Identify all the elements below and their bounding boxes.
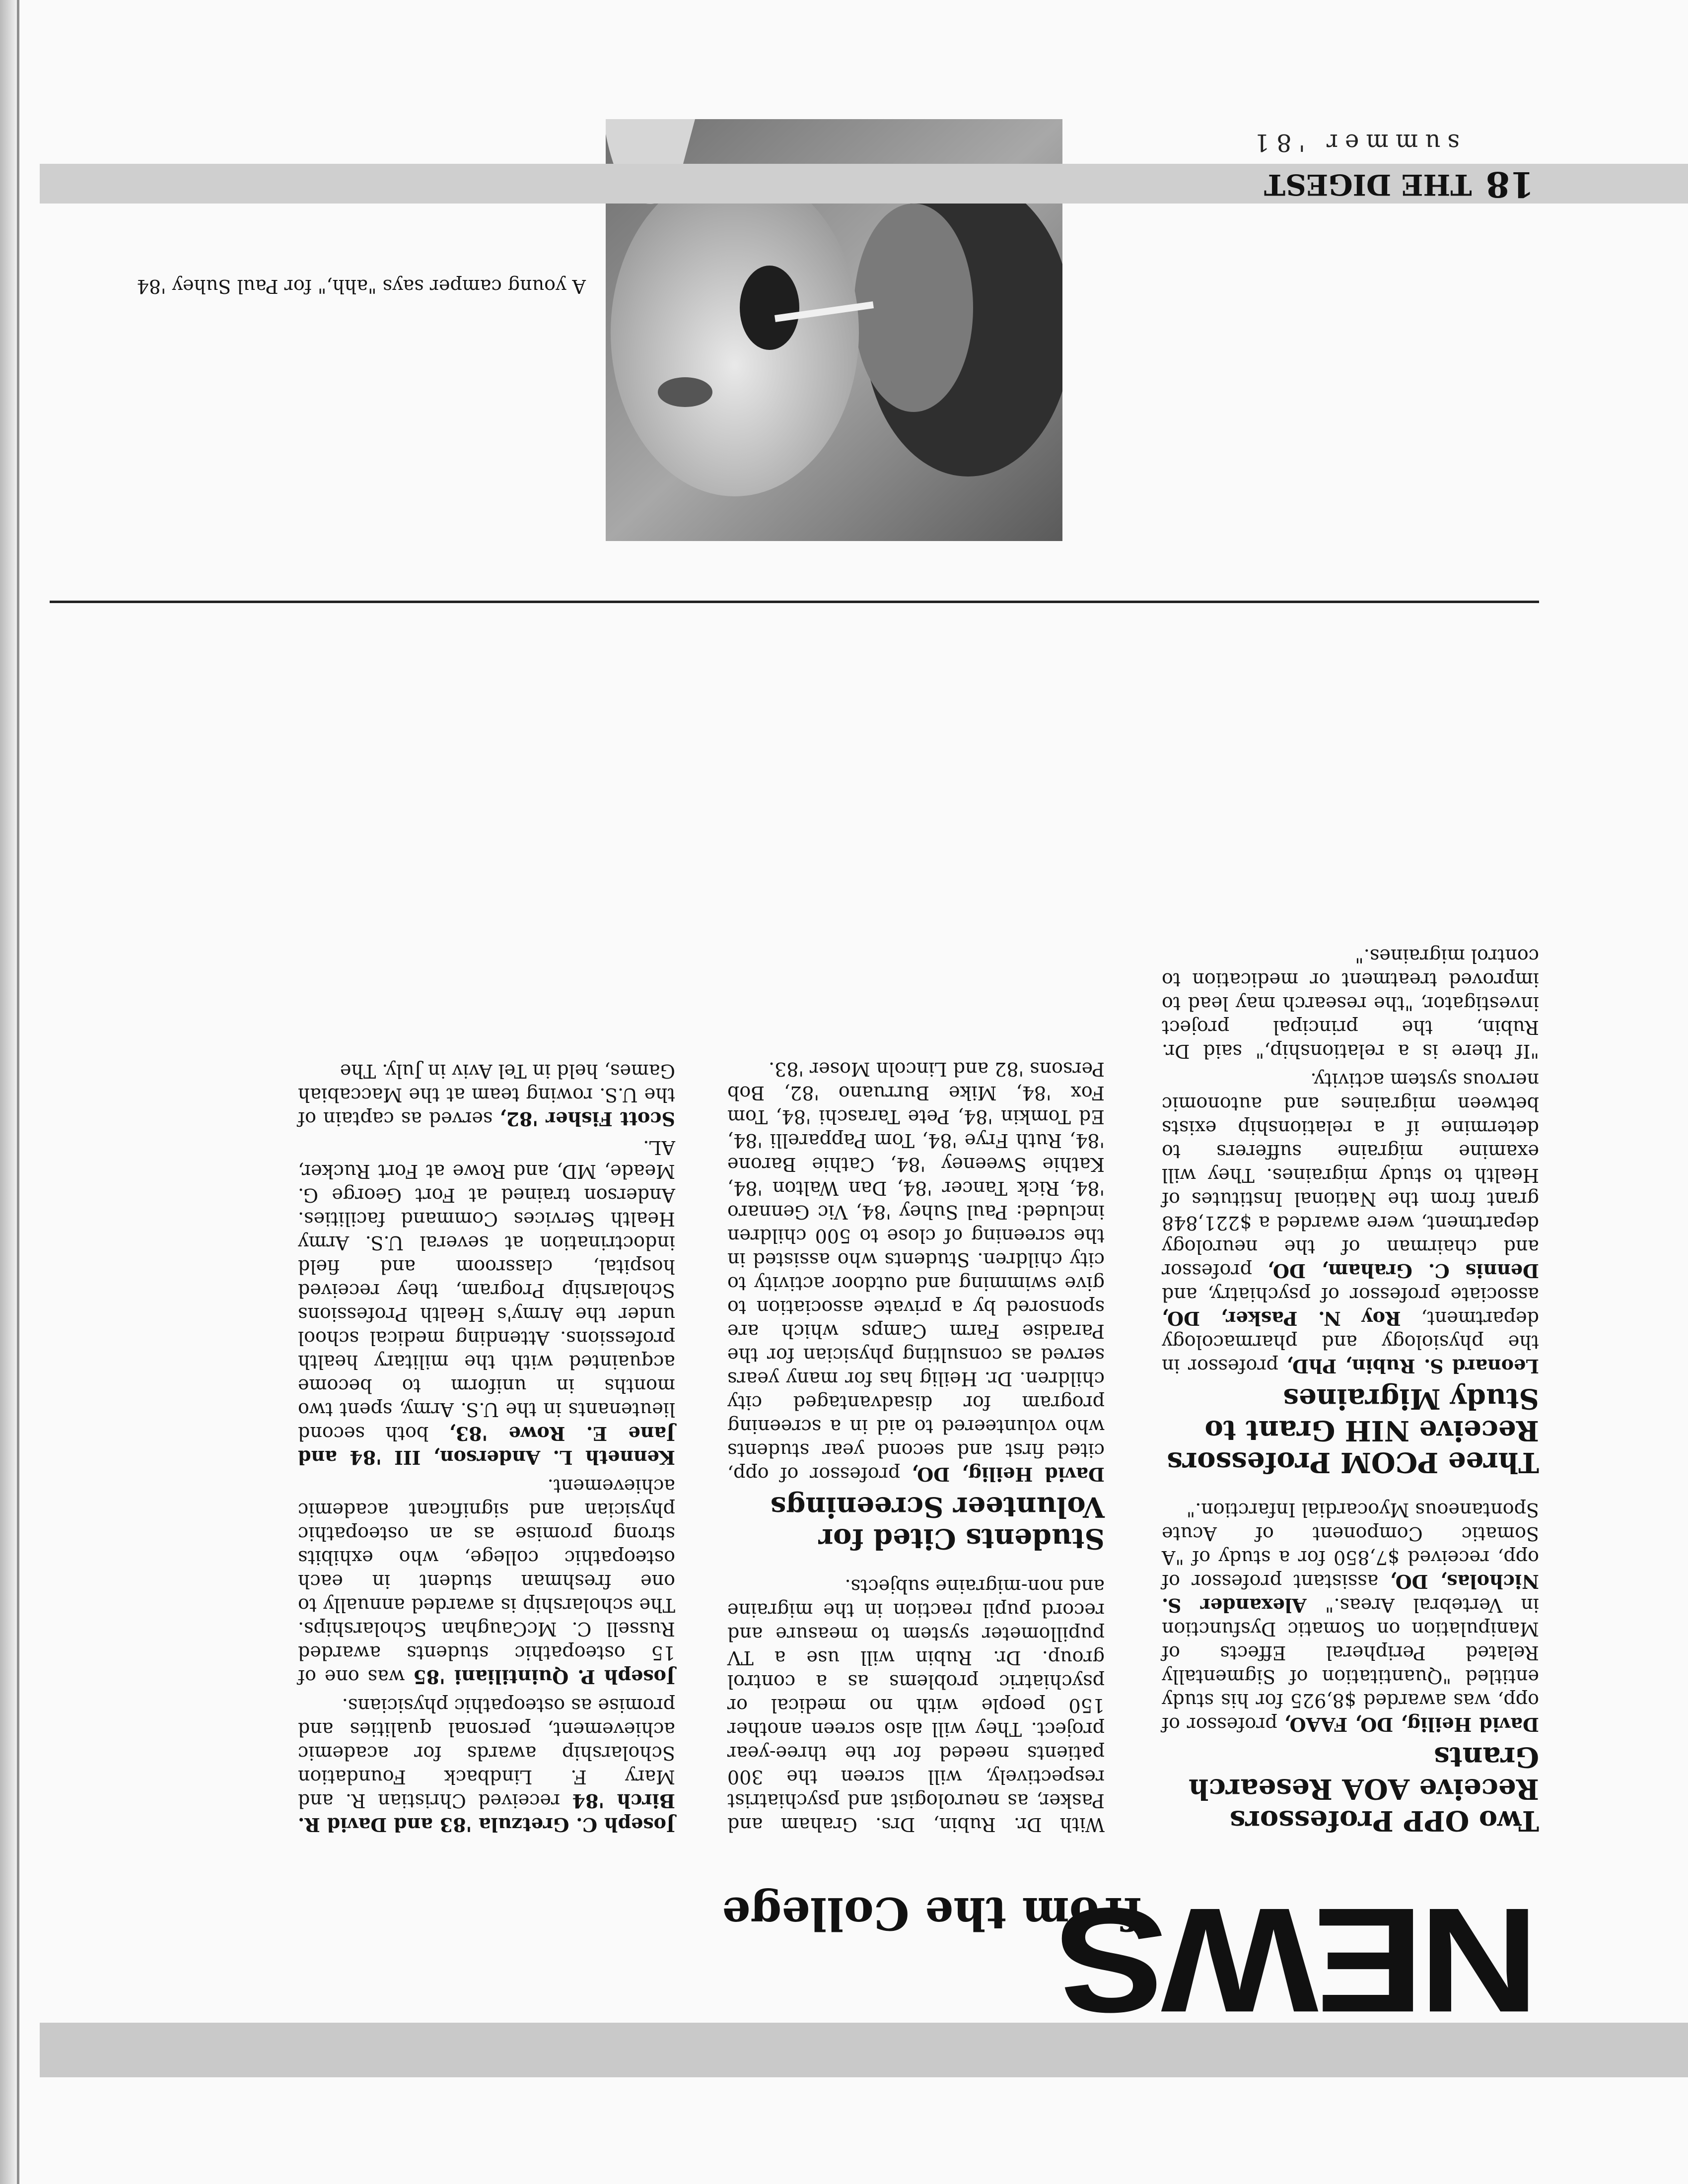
paragraph-text: professor and chairman of the neurology department, were awarded a $221,848 grant from the National Institutes of Health to study migraines. They will examine migraine sufferers to determine if a relationship exists between migraines and autonomic nervous system activity. — [1162, 1069, 1539, 1282]
paragraph-text: professor of opp, was awarded $8,925 for his study entitled "Quantitation of Sigmentally Related Peripheral Effects of Manipulation on Somatic Dysfunction in Vertebral Areas." — [1162, 1594, 1539, 1735]
paragraph-text: was one of 15 osteopathic students awarded Russell C. McCaughan Scholarships. The scholarship is awarded annually to one freshman student in each osteopathic college, who exhibits strong promise as an osteopathic physician and significant academic achievement. — [298, 1475, 675, 1688]
paragraph-text: professor of opp, cited first and second year students who volunteered to aid in a screening program for disadvantaged city children. Dr. Heilig has for many years served as consulting physician for the Paradise Farm Camps which are sponsored by a private association to give swimming and outdoor activity to city children. Students who assisted in the screening of close to 500 children included: Paul Suhey '84, Vic Gennaro '84, Rick Tancer '84, Dan Walton '84, Kathie Sweeney '84, Cathie Barone '84, Ruth Frye '84, Tom Papparelli '84, Ed Tomkin '84, Pete Taraschi '84, Tom Fox '84, Mike Burruano '82, Bob Persons '82 and Lincoln Moser '83. — [727, 1058, 1105, 1485]
person-name: Roy N. Pasker, DO, — [1162, 1307, 1401, 1330]
paragraph-text: received Christian R. and Mary F. Lindback Foundation Scholarship awards for academic achievement, personal qualities and promise as osteopathic physicians. — [298, 1695, 675, 1812]
article-paragraph: With Dr. Rubin, Drs. Graham and Pasker, as neurologist and psychiatrist respectively, will screen the 300 patients needed for the three-year project. They will also screen another 150 people with no medical or psychiatric problems as a control group. Dr. Rubin will use a TV pupillometer system to measure and record pupil reaction in the migraine and non-migraine subjects. — [727, 1575, 1105, 1836]
article-paragraph — [1162, 1498, 1539, 1736]
article-paragraph — [298, 1136, 675, 1469]
person-name: Joseph C. Gretzula '83 and David R. Birch '84 — [298, 1790, 675, 1836]
article-paragraph — [727, 1057, 1105, 1486]
person-name: Kenneth L. Anderson, III '84 and Jane E. Rowe '83, — [298, 1423, 675, 1469]
person-name: Joseph P. Quintiliani '85 — [413, 1666, 675, 1688]
photo-caption: A young camper says "ahh," for Paul Suhey '84 — [137, 275, 586, 297]
column-2 — [727, 615, 1105, 1837]
article-headline: Two OPP Professors Receive AOA Research Grants — [1189, 1741, 1539, 1837]
paragraph-text: both second lieutenants in the U.S. Army, spent two months in uniform to become acquainted with the military health professions. Attending medical school under the Army's Health Professions Scholarship Program, they received hospital, classroom and field indoctrination at several U.S. Army Health Services Command facilities. Anderson trained at Fort George G. Meade, MD, and Rowe at Fort Rucker, AL. — [298, 1137, 675, 1444]
person-name: Leonard S. Rubin, PhD, — [1286, 1355, 1539, 1377]
paragraph-text: assistant professor of opp, received $7,850 for a study of "A Somatic Component of Acute Spontaneous Myocardial Infarction." — [1162, 1499, 1539, 1592]
issue-season: summer '81 — [1247, 129, 1460, 156]
paragraph-text: served as captain of the U.S. rowing team at the Maccabiah Games, held in Tel Aviv in July. The — [298, 1060, 675, 1130]
article-paragraph: "If there is a relationship," said Dr. Rubin, the principal project investigator, "the research may lead to improved treatment or medication to control migraines." — [1162, 945, 1539, 1062]
article-headline: Three PCOM Professors Receive NIH Grant to Study Migraines — [1167, 1382, 1539, 1479]
column-1 — [1162, 615, 1539, 1837]
publication-name: THE DIGEST — [1264, 168, 1472, 202]
section-subtitle: from the College — [722, 1887, 1142, 1940]
person-name: David Heilig, DO, — [912, 1463, 1105, 1486]
person-name: David Heilig, DO, FAAO, — [1284, 1713, 1539, 1736]
article-paragraph — [298, 1474, 675, 1689]
article-headline: Students Cited for Volunteer Screenings — [770, 1491, 1105, 1555]
section-title: NEWS — [1060, 1877, 1539, 2044]
column-3 — [298, 615, 675, 1837]
article-paragraph — [1162, 1068, 1539, 1378]
page-edge-line — [17, 0, 19, 2184]
paragraph-text: associate professor of psychiatry, and — [1162, 1284, 1539, 1305]
article-paragraph — [298, 1059, 675, 1131]
person-name: Alexander S. Nicholas, DO, — [1162, 1570, 1539, 1617]
person-name: Dennis C. Graham, DO, — [1267, 1260, 1539, 1282]
page-number: 18 — [1485, 164, 1534, 205]
paragraph-text: professor in the physiology and pharmacology department, — [1162, 1307, 1539, 1377]
article-paragraph — [298, 1694, 675, 1837]
folio — [1264, 165, 1534, 205]
section-divider — [50, 601, 1539, 603]
person-name: Scott Fisher '82, — [499, 1108, 675, 1130]
